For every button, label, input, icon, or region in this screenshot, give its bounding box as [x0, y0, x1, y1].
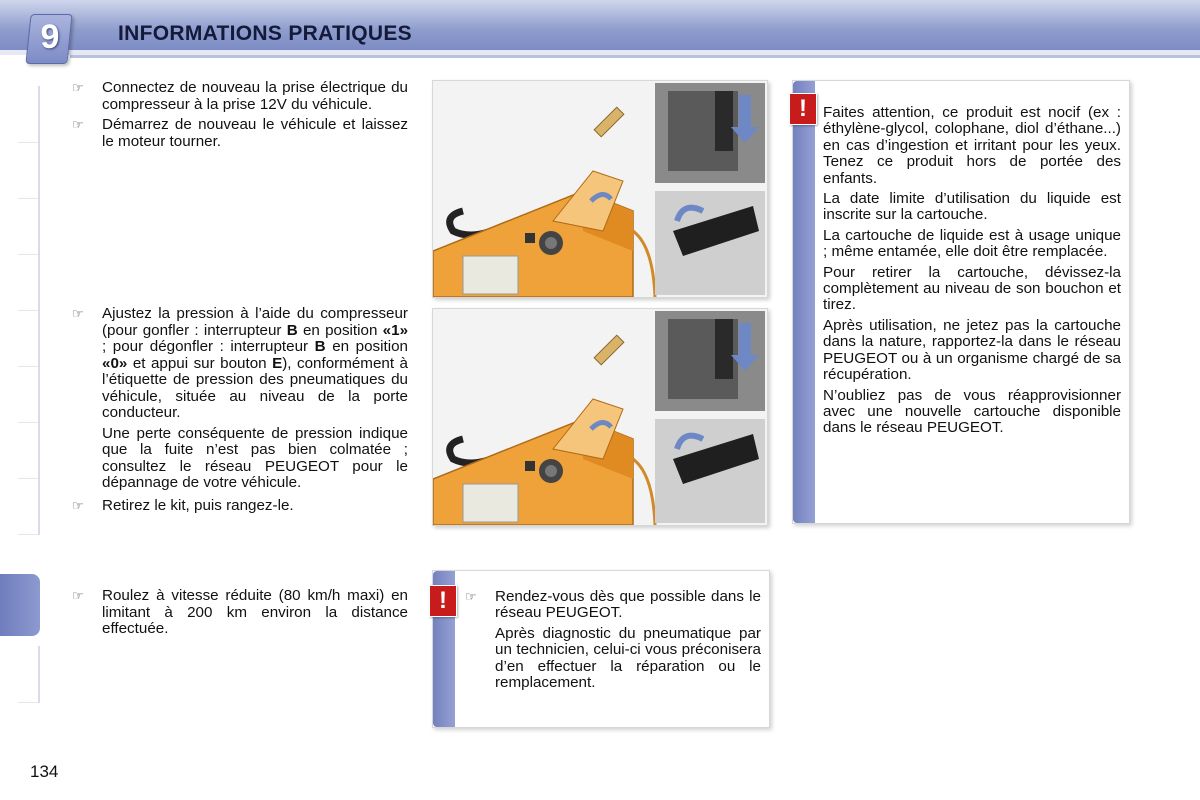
text-run: en position — [325, 338, 408, 355]
header-rule-secondary — [70, 55, 1200, 58]
warning-box-liquid — [792, 80, 1130, 524]
list-item — [70, 498, 408, 515]
list-item-text: Retirez le kit, puis rangez-le. — [102, 496, 294, 514]
list-item — [70, 117, 408, 150]
side-rail-segment — [18, 366, 40, 423]
side-rail-segment — [18, 478, 40, 535]
compressor-drawing — [433, 81, 767, 297]
side-rail-segment — [18, 310, 40, 367]
paragraph: Après diagnostic du pneumatique par un technicien, celui-ci vous préconisera d’en effectuer la réparation ou le remplacement. — [495, 624, 761, 692]
instructions-block-2 — [70, 306, 408, 514]
list-item — [70, 80, 408, 113]
list-item — [70, 588, 408, 638]
switch-label-b: B — [314, 338, 326, 355]
button-label-e: E — [272, 354, 283, 372]
text-run: Ajustez la pression à l’aide du compresseur (pour gonfler : interrupteur — [102, 305, 408, 339]
compressor-drawing — [433, 309, 767, 525]
warning-paragraph: Après utilisation, ne jetez pas la cartouche dans la nature, rapportez-la dans le réseau PEUGEOT ou à un organisme chargé de sa récupération. — [823, 316, 1121, 384]
warning-box-repair — [432, 570, 770, 728]
warning-paragraph: La cartouche de liquide est à usage unique ; même entamée, elle doit être remplacée. — [823, 226, 1121, 261]
pointing-hand-icon: ☞ — [72, 80, 84, 95]
warning-paragraph: La date limite d’utilisation du liquide est inscrite sur la cartouche. — [823, 190, 1121, 224]
warning-text — [463, 589, 761, 691]
compressor-illustration-bottom — [432, 308, 768, 526]
warning-paragraph: Pour retirer la cartouche, dévissez-la complètement au niveau de son bouchon et tirez. — [823, 263, 1121, 314]
compressor-illustration-top — [432, 80, 768, 298]
list-item-text: Rendez-vous dès que possible dans le réseau PEUGEOT. — [495, 588, 761, 622]
position-label-0: «0» — [102, 354, 128, 372]
text-run: et appui sur bouton — [127, 354, 273, 372]
warning-icon: ! — [429, 585, 457, 617]
text-run: ), conformément à l’étiquette de pression des pneumatiques du véhicule, située au niveau de la porte conducteur. — [102, 354, 408, 421]
pointing-hand-icon: ☞ — [72, 117, 84, 132]
chapter-tab-active — [0, 574, 40, 636]
chapter-number: 9 — [40, 18, 60, 56]
pointing-hand-icon: ☞ — [72, 588, 84, 603]
side-rail-segment — [18, 198, 40, 255]
paragraph: Une perte conséquente de pression indique que la fuite n’est pas bien colmatée ; consultez le réseau PEUGEOT pour le dépannage de votre véhicule. — [102, 424, 408, 491]
list-item — [70, 306, 408, 422]
list-item-text: Démarrez de nouveau le véhicule et laissez le moteur tourner. — [102, 116, 408, 150]
warning-text — [823, 105, 1121, 441]
text-run: en position — [297, 321, 383, 339]
text-run: ; pour dégonfler : interrupteur — [102, 338, 315, 355]
page-header — [0, 0, 1200, 64]
pointing-hand-icon: ☞ — [465, 589, 477, 604]
side-rail-segment — [18, 646, 40, 703]
page-number: 134 — [30, 762, 59, 781]
list-item-text: Roulez à vitesse réduite (80 km/h maxi) en limitant à 200 km environ la distance effectuée. — [102, 587, 408, 637]
instructions-block-3 — [70, 588, 408, 638]
section-title: INFORMATIONS PRATIQUES — [118, 22, 412, 45]
warning-paragraph: N’oubliez pas de vous réapprovisionner avec une nouvelle cartouche disponible dans le réseau PEUGEOT. — [823, 386, 1121, 437]
warning-paragraph: Faites attention, ce produit est nocif (ex : éthylène-glycol, colophane, diol d’éthane...) en cas d’ingestion et irritant pour les yeux. Tenez ce produit hors de portée des enfants. — [823, 104, 1121, 187]
side-rail-segment — [18, 142, 40, 199]
side-rail-segment — [18, 422, 40, 479]
position-label-1: «1» — [382, 321, 409, 339]
side-rail-segment — [18, 254, 40, 311]
side-rail-segment — [18, 86, 40, 143]
list-item — [463, 589, 761, 622]
list-item-text: Connectez de nouveau la prise électrique du compresseur à la prise 12V du véhicule. — [102, 79, 408, 113]
instructions-block-1 — [70, 80, 408, 150]
pointing-hand-icon: ☞ — [72, 306, 84, 321]
pointing-hand-icon: ☞ — [72, 497, 84, 513]
switch-label-b: B — [286, 321, 298, 339]
warning-icon: ! — [789, 93, 817, 125]
warning-box-bar — [793, 81, 815, 523]
